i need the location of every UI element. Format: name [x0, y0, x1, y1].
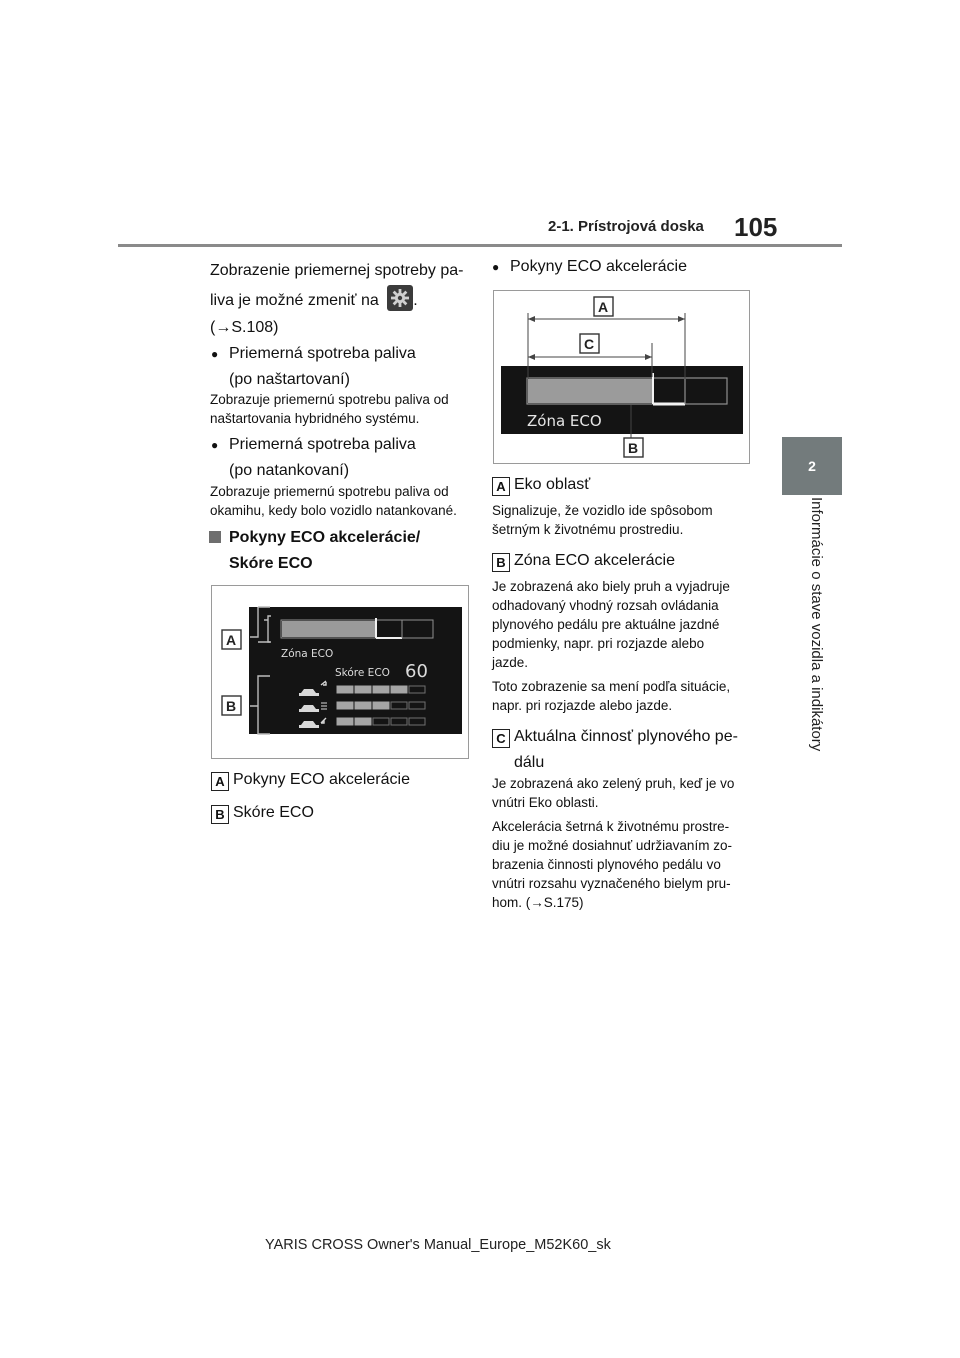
- chapter-number: 2: [808, 458, 816, 474]
- legend-b-label: B: [211, 805, 229, 824]
- figure-eco-guide-score: [211, 585, 469, 759]
- figure1-score-text: Skóre ECO: [335, 667, 390, 679]
- item-c-description: [492, 774, 734, 812]
- item-a-title-text: Eko oblasť: [514, 476, 591, 493]
- score-segment-row2-1: [337, 702, 353, 709]
- legend-b-text: Skóre ECO: [233, 804, 314, 821]
- page-number: 105: [734, 212, 778, 242]
- score-segment-row2-3: [373, 702, 389, 709]
- section-heading: [229, 525, 420, 577]
- item-b-desc-line5: jazde.: [492, 655, 529, 670]
- score-segment-row2-2: [355, 702, 371, 709]
- item-b-desc-line3: plynového pedálu pre aktuálne jazdné: [492, 617, 720, 632]
- footer-manual-id: YARIS CROSS Owner's Manual_Europe_M52K60_sk: [265, 1237, 611, 1253]
- score-segment-row3-2: [355, 718, 371, 725]
- figure1-svg: [212, 586, 468, 758]
- figure2-zone-text: Zóna ECO: [527, 412, 602, 430]
- figure-eco-guide-detail: [493, 290, 750, 464]
- item-c-desc-line2: vnútri Eko oblasti.: [492, 795, 599, 810]
- figure2-label-a: A: [598, 299, 609, 315]
- item-a-description: [492, 501, 713, 539]
- bullet2-line1: ● Priemerná spotreba paliva: [229, 436, 416, 453]
- bullet2-desc-line2: okamihu, kedy bolo vozidlo natankované.: [210, 503, 457, 518]
- intro-reference: (→S.108): [210, 319, 279, 336]
- item-b-label: B: [492, 553, 510, 572]
- score-segment-row3-1: [337, 718, 353, 725]
- bullet1-desc-line2: naštartovania hybridného systému.: [210, 411, 420, 426]
- chapter-tab: [782, 437, 842, 495]
- figure1-label-b: B: [226, 698, 237, 714]
- bullet2-description: [210, 482, 457, 520]
- legend-b: [211, 800, 314, 826]
- chapter-side-title-area: [782, 497, 842, 847]
- figure2-label-c: C: [584, 336, 595, 352]
- figure1-label-a: A: [226, 632, 237, 648]
- intro-line-1: Zobrazenie priemernej spotreby pa-: [210, 262, 464, 279]
- item-b-desc-line4: podmienky, napr. pri rozjazde alebo: [492, 636, 705, 651]
- item-c-desc2-line5: hom. (→S.175): [492, 895, 584, 910]
- heading-line1: Pokyny ECO akcelerácie/: [229, 529, 421, 546]
- legend-a-label: A: [211, 772, 229, 791]
- item-b-description-2: [492, 677, 730, 715]
- score-segment-row1-4: [391, 686, 407, 693]
- intro-line-2: [210, 285, 418, 314]
- score-segment-row1-3: [373, 686, 389, 693]
- item-a-title: [492, 472, 590, 498]
- item-c-title-line2: dálu: [514, 754, 545, 771]
- item-b-description: [492, 577, 730, 672]
- item-b-desc2-line2: napr. pri rozjazde alebo jazde.: [492, 698, 673, 713]
- item-c-desc2-line1: Akcelerácia šetrná k životnému prostre-: [492, 819, 730, 834]
- figure2-svg: [494, 291, 749, 463]
- bullet1-desc-line1: Zobrazuje priemernú spotrebu paliva od: [210, 392, 449, 407]
- figure2-label-b: B: [628, 440, 639, 456]
- chapter-title: Informácie o stave vozidla a indikátory: [808, 497, 825, 752]
- item-c-desc2-line3: brazenia činnosti plynového pedálu vo: [492, 857, 721, 872]
- bullet-avg-since-start: [229, 341, 416, 393]
- bullet1-description: [210, 390, 449, 428]
- bullet2-desc-line1: Zobrazuje priemernú spotrebu paliva od: [210, 484, 449, 499]
- item-c-desc2-line4: vnútri rozsahu vyznačeného bielym pru-: [492, 876, 731, 891]
- settings-gear-icon: [387, 285, 413, 311]
- item-a-label: A: [492, 477, 510, 496]
- heading-square-marker: [209, 531, 221, 543]
- item-c-desc-line1: Je zobrazená ako zelený pruh, keď je vo: [492, 776, 735, 791]
- item-b-title-text: Zóna ECO akcelerácie: [514, 552, 675, 569]
- section-title: 2-1. Prístrojová doska: [548, 218, 704, 235]
- legend-a-text: Pokyny ECO akcelerácie: [233, 771, 410, 788]
- item-c-title-line1: Aktuálna činnosť plynového pe-: [514, 728, 738, 745]
- score-segment-row1-1: [337, 686, 353, 693]
- bullet-eco-guide: ● Pokyny ECO akcelerácie: [510, 254, 687, 280]
- item-c-label: C: [492, 729, 510, 748]
- bullet1-line1: ● Priemerná spotreba paliva: [229, 345, 416, 362]
- intro-end: .: [413, 292, 418, 309]
- item-b-title: [492, 548, 675, 574]
- item-b-desc2-line1: Toto zobrazenie sa mení podľa situácie,: [492, 679, 731, 694]
- figure1-score-value: 60: [405, 661, 428, 682]
- item-a-desc-line1: Signalizuje, že vozidlo ide spôsobom: [492, 503, 713, 518]
- score-segment-row1-2: [355, 686, 371, 693]
- bullet2-line2: (po natankovaní): [229, 462, 350, 479]
- bullet1-line2: (po naštartovaní): [229, 371, 350, 388]
- bullet-avg-since-refuel: [229, 432, 416, 484]
- item-c-title: [492, 724, 738, 776]
- item-b-desc-line1: Je zobrazená ako biely pruh a vyjadruje: [492, 579, 730, 594]
- eco-guide-bar-fill: [282, 621, 377, 637]
- heading-line2: Skóre ECO: [229, 555, 313, 572]
- item-b-desc-line2: odhadovaný vhodný rozsah ovládania: [492, 598, 719, 613]
- item-a-desc-line2: šetrným k životnému prostrediu.: [492, 522, 684, 537]
- legend-a: [211, 767, 410, 793]
- item-c-description-2: [492, 817, 732, 912]
- figure1-zone-text: Zóna ECO: [281, 648, 334, 660]
- intro-line-2-text: liva je možné zmeniť na: [210, 292, 379, 309]
- header-rule: [118, 244, 842, 247]
- item-c-desc2-line2: diu je možné dosiahnuť udržiavaním zo-: [492, 838, 732, 853]
- figure2-accel-fill: [528, 379, 652, 403]
